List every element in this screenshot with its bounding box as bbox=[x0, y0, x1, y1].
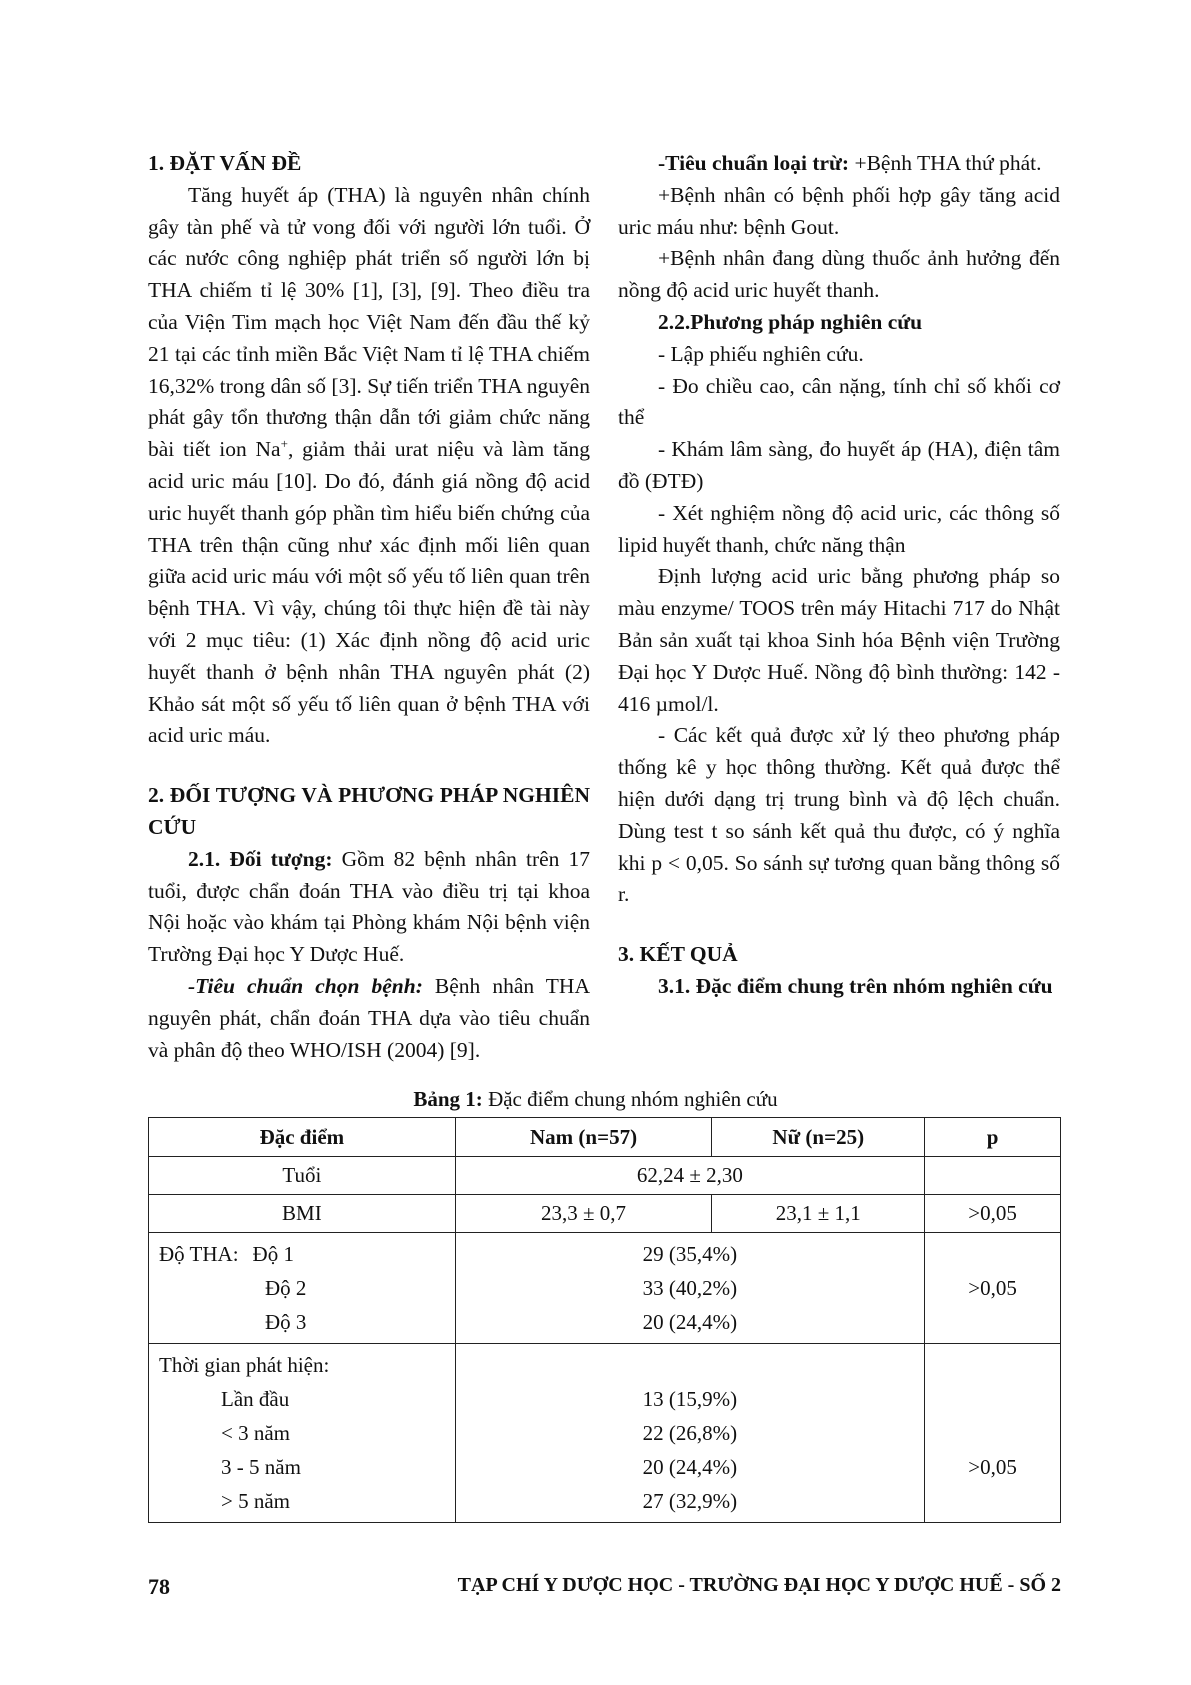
left-column bbox=[148, 148, 590, 1066]
exclusion-item: +Bệnh nhân có bệnh phối hợp gây tăng acid uric máu như: bệnh Gout. bbox=[618, 182, 1060, 239]
table-header: Nam (n=57) bbox=[455, 1118, 712, 1157]
subjects-label: 2.1. Đối tượng: bbox=[188, 846, 333, 871]
section3-heading: 3. KẾT QUẢ bbox=[618, 942, 738, 967]
page-number: 78 bbox=[148, 1574, 170, 1599]
grade-item: Độ 3 bbox=[265, 1310, 307, 1334]
right-column bbox=[618, 148, 1060, 1003]
table-header: Đặc điểm bbox=[149, 1118, 456, 1157]
grade-item: Độ 1 bbox=[252, 1242, 294, 1266]
journal-title: TẠP CHÍ Y DƯỢC HỌC - TRƯỜNG ĐẠI HỌC Y DƯỢC HUẾ - SỐ 2 bbox=[457, 1574, 1061, 1596]
table-caption-text: Đặc điểm chung nhóm nghiên cứu bbox=[482, 1087, 778, 1111]
section1-text: Tăng huyết áp (THA) là nguyên nhân chính gây tàn phế và tử vong đối với người lớn tuổi. Ở các nước công nghiệp phát triển số người lớn bị THA chiếm tỉ lệ 30% [1], [3], [9]. Theo điều tra của Viện Tim mạch học Việt Nam đến đầu thế kỷ 21 tại các tỉnh miền Bắc Việt Nam tỉ lệ THA chiếm 16,32% trong dân số [3]. Sự tiến triển THA nguyên phát gây tổn thương thận dẫn tới giảm chức năng bài tiết ion Na bbox=[148, 182, 590, 462]
section2-heading: 2. ĐỐI TƯỢNG VÀ PHƯƠNG PHÁP NGHIÊN CỨU bbox=[148, 783, 590, 839]
table-row bbox=[149, 1157, 1061, 1195]
methods-item: - Các kết quả được xử lý theo phương pháp thống kê y học thông thường. Kết quả được thể hiện dưới dạng trị trung bình và độ lệch chuẩn. Dùng test t so sánh kết quả thu được, có ý nghĩa khi p < 0,05. So sánh sự tương quan bằng thông số r. bbox=[618, 723, 1060, 907]
time-label: Thời gian phát hiện: bbox=[159, 1353, 330, 1377]
table-cell bbox=[925, 1157, 1061, 1195]
exclusion-paragraph bbox=[618, 148, 1060, 180]
time-value: 22 (26,8%) bbox=[642, 1421, 738, 1445]
grade-value: 33 (40,2%) bbox=[642, 1276, 738, 1300]
table-cell: 23,1 ± 1,1 bbox=[712, 1195, 925, 1233]
table-caption bbox=[0, 1087, 1191, 1112]
grade-value: 29 (35,4%) bbox=[642, 1242, 738, 1266]
time-value: 20 (24,4%) bbox=[642, 1455, 738, 1479]
characteristics-table bbox=[148, 1117, 1061, 1523]
section3-subheading: 3.1. Đặc điểm chung trên nhóm nghiên cứu bbox=[658, 973, 1053, 998]
table-header-row bbox=[149, 1118, 1061, 1157]
section1-heading: 1. ĐẶT VẤN ĐỀ bbox=[148, 151, 302, 175]
inclusion-paragraph bbox=[148, 971, 590, 1066]
table-cell: BMI bbox=[149, 1195, 456, 1233]
methods-item: - Lập phiếu nghiên cứu. bbox=[658, 341, 864, 366]
table-cell bbox=[149, 1344, 456, 1523]
section1-paragraph bbox=[148, 180, 590, 752]
grade-item: Độ 2 bbox=[265, 1276, 307, 1300]
table-cell bbox=[149, 1233, 456, 1344]
methods-item: - Đo chiều cao, cân nặng, tính chỉ số khối cơ thể bbox=[618, 373, 1060, 430]
table-cell bbox=[925, 1344, 1061, 1523]
exclusion-item: +Bệnh nhân đang dùng thuốc ảnh hưởng đến nồng độ acid uric huyết thanh. bbox=[618, 246, 1060, 303]
table-row bbox=[149, 1195, 1061, 1233]
table-cell: >0,05 bbox=[925, 1195, 1061, 1233]
table-cell bbox=[455, 1344, 924, 1523]
subjects-text: Gồm 82 bệnh nhân trên 17 tuổi, được chẩn đoán THA vào điều trị tại khoa Nội hoặc vào khám tại Phòng khám Nội bệnh viện Trường Đại học Y Dược Huế. bbox=[148, 846, 590, 967]
time-item: < 3 năm bbox=[221, 1421, 290, 1445]
table-cell: 23,3 ± 0,7 bbox=[455, 1195, 712, 1233]
table-cell bbox=[455, 1233, 924, 1344]
time-p-value: >0,05 bbox=[968, 1455, 1017, 1479]
table-row bbox=[149, 1233, 1061, 1344]
time-item: > 5 năm bbox=[221, 1489, 290, 1513]
grade-label: Độ THA: bbox=[159, 1242, 239, 1266]
inclusion-text: Bệnh nhân THA nguyên phát, chẩn đoán THA dựa vào tiêu chuẩn và phân độ theo WHO/ISH (2004) [9]. bbox=[148, 973, 590, 1062]
methods-item: - Khám lâm sàng, đo huyết áp (HA), điện tâm đồ (ĐTĐ) bbox=[618, 437, 1060, 493]
table-row bbox=[149, 1344, 1061, 1523]
table-header: p bbox=[925, 1118, 1061, 1157]
table-cell: Tuổi bbox=[149, 1157, 456, 1195]
table-caption-label: Bảng 1: bbox=[413, 1087, 483, 1111]
table-cell: >0,05 bbox=[925, 1233, 1061, 1344]
time-value: 13 (15,9%) bbox=[642, 1387, 738, 1411]
table-cell: 62,24 ± 2,30 bbox=[455, 1157, 924, 1195]
methods-heading: 2.2.Phương pháp nghiên cứu bbox=[658, 309, 923, 334]
time-value: 27 (32,9%) bbox=[642, 1489, 738, 1513]
superscript: + bbox=[280, 436, 288, 452]
exclusion-label: -Tiêu chuẩn loại trừ: bbox=[658, 151, 850, 175]
inclusion-label: -Tiêu chuẩn chọn bệnh: bbox=[188, 973, 423, 998]
methods-item: - Xét nghiệm nồng độ acid uric, các thông số lipid huyết thanh, chức năng thận bbox=[618, 500, 1060, 557]
table-header: Nữ (n=25) bbox=[712, 1118, 925, 1157]
time-item: Lần đầu bbox=[221, 1387, 290, 1411]
methods-item: Định lượng acid uric bằng phương pháp so màu enzyme/ TOOS trên máy Hitachi 717 do Nhật Bản sản xuất tại khoa Sinh hóa Bệnh viện Trường Đại học Y Dược Huế. Nồng độ bình thường: 142 - 416 µmol/l. bbox=[618, 564, 1060, 716]
grade-value: 20 (24,4%) bbox=[642, 1310, 738, 1334]
section1-text-rest: , giảm thải urat niệu và làm tăng acid uric máu [10]. Do đó, đánh giá nồng độ acid uric huyết thanh góp phần tìm hiểu biến chứng của THA trên thận cũng như xác định mối liên quan giữa acid uric máu với một số yếu tố liên quan trên bệnh THA. Vì vậy, chúng tôi thực hiện đề tài này với 2 mục tiêu: (1) Xác định nồng độ acid uric huyết thanh ở bệnh nhân THA nguyên phát (2) Khảo sát một số yếu tố liên quan ở bệnh THA với acid uric máu. bbox=[148, 437, 590, 748]
time-item: 3 - 5 năm bbox=[221, 1455, 301, 1479]
exclusion-text: +Bệnh THA thứ phát. bbox=[849, 151, 1042, 175]
subjects-paragraph bbox=[148, 844, 590, 971]
